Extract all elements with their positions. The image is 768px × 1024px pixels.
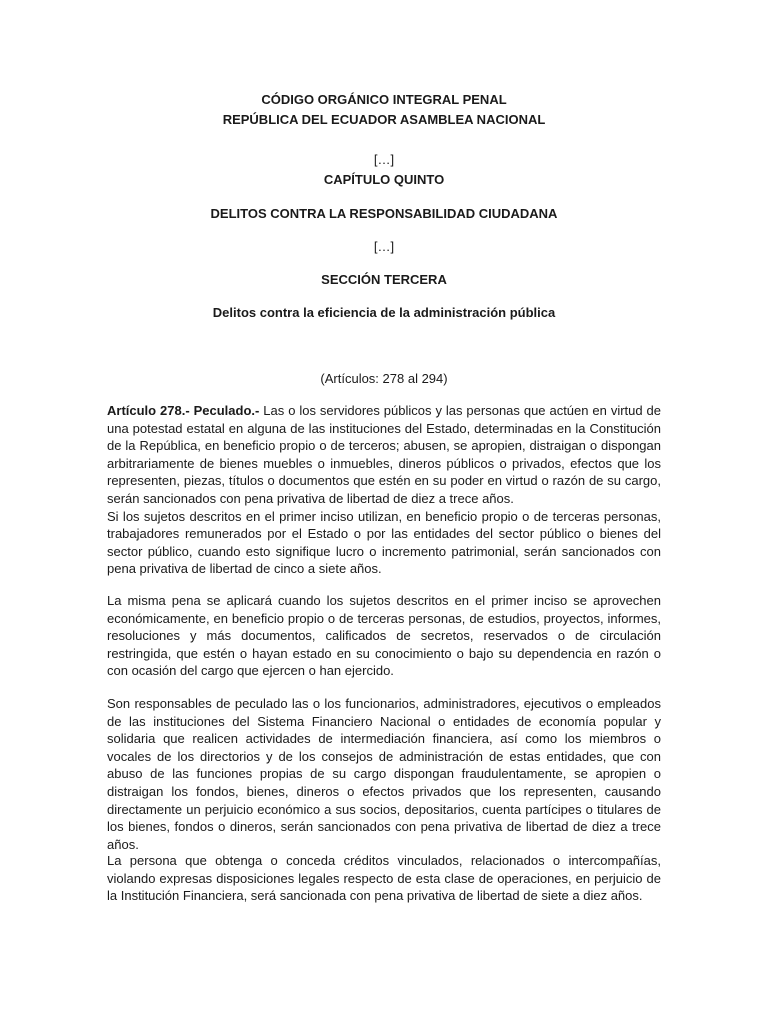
issuer-title: REPÚBLICA DEL ECUADOR ASAMBLEA NACIONAL	[222, 112, 546, 127]
article-paragraph-1	[107, 402, 661, 578]
article-paragraph-4: Son responsables de peculado las o los funcionarios, administradores, ejecutivos o empleados de las instituciones del Sistema Financiero Nacional o entidades de economía popular y solidaria que realicen actividades de intermediación financiera, así como los miembros o vocales de los directorios y de los consejos de administración de estas entidades, que con abuso de las funciones propias de su cargo dispongan fraudulentamente, se apropien o distraigan los fondos, bienes, dineros o efectos privados que los representen, causando directamente un perjuicio económico a sus socios, depositarios, cuenta partícipes o titulares de los bienes, fondos o dineros, serán sancionados con pena privativa de libertad de diez a trece años.	[107, 696, 661, 852]
section-heading: SECCIÓN TERCERA	[321, 272, 447, 287]
chapter-title: DELITOS CONTRA LA RESPONSABILIDAD CIUDADANA	[210, 206, 558, 221]
article-paragraph-3: La misma pena se aplicará cuando los sujetos descritos en el primer inciso se aprovechen económicamente, en beneficio propio o de terceras personas, de estudios, proyectos, informes, resoluciones y más documentos, calificados de secretos, reservados o de circulación restringida, que estén o hayan estado en su conocimiento o bajo su dependencia en razón o con ocasión del cargo que ejercen o han ejercido.	[107, 593, 661, 679]
article-paragraph-2: Si los sujetos descritos en el primer inciso utilizan, en beneficio propio o de terceras personas, trabajadores remunerados por el Estado o por las entidades del sector público o bienes del sector público, cuando esto signifique lucro o incremento patrimonial, serán sancionados con pena privativa de libertad de cinco a siete años.	[107, 508, 661, 577]
code-title: CÓDIGO ORGÁNICO INTEGRAL PENAL	[261, 92, 507, 107]
article-text: Las o los servidores públicos y las personas que actúen en virtud de una potestad estatal en alguna de las instituciones del Estado, determinadas en la Constitución de la República, en beneficio propio o de terceros; abusen, se apropien, distraigan o dispongan arbitrariamente de bienes muebles o inmuebles, dineros públicos o privados, efectos que los representen, piezas, títulos o documentos que estén en su poder en virtud o razón de su cargo, serán sancionados con pena privativa de libertad de diez a trece años.	[107, 403, 662, 506]
article-paragraph-5: La persona que obtenga o conceda créditos vinculados, relacionados o intercompañías, violando expresas disposiciones legales respecto de esta clase de operaciones, en perjuicio de la Institución Financiera, será sancionada con pena privativa de libertad de siete a diez años.	[107, 853, 661, 904]
ellipsis-marker: […]	[373, 239, 395, 254]
chapter-heading: CAPÍTULO QUINTO	[323, 172, 445, 187]
ellipsis-marker: […]	[373, 152, 395, 167]
article-lead: Artículo 278.- Peculado.-	[107, 403, 260, 418]
articles-range: (Artículos: 278 al 294)	[320, 371, 448, 386]
document-title	[0, 90, 768, 130]
section-title: Delitos contra la eficiencia de la administración pública	[212, 305, 556, 320]
